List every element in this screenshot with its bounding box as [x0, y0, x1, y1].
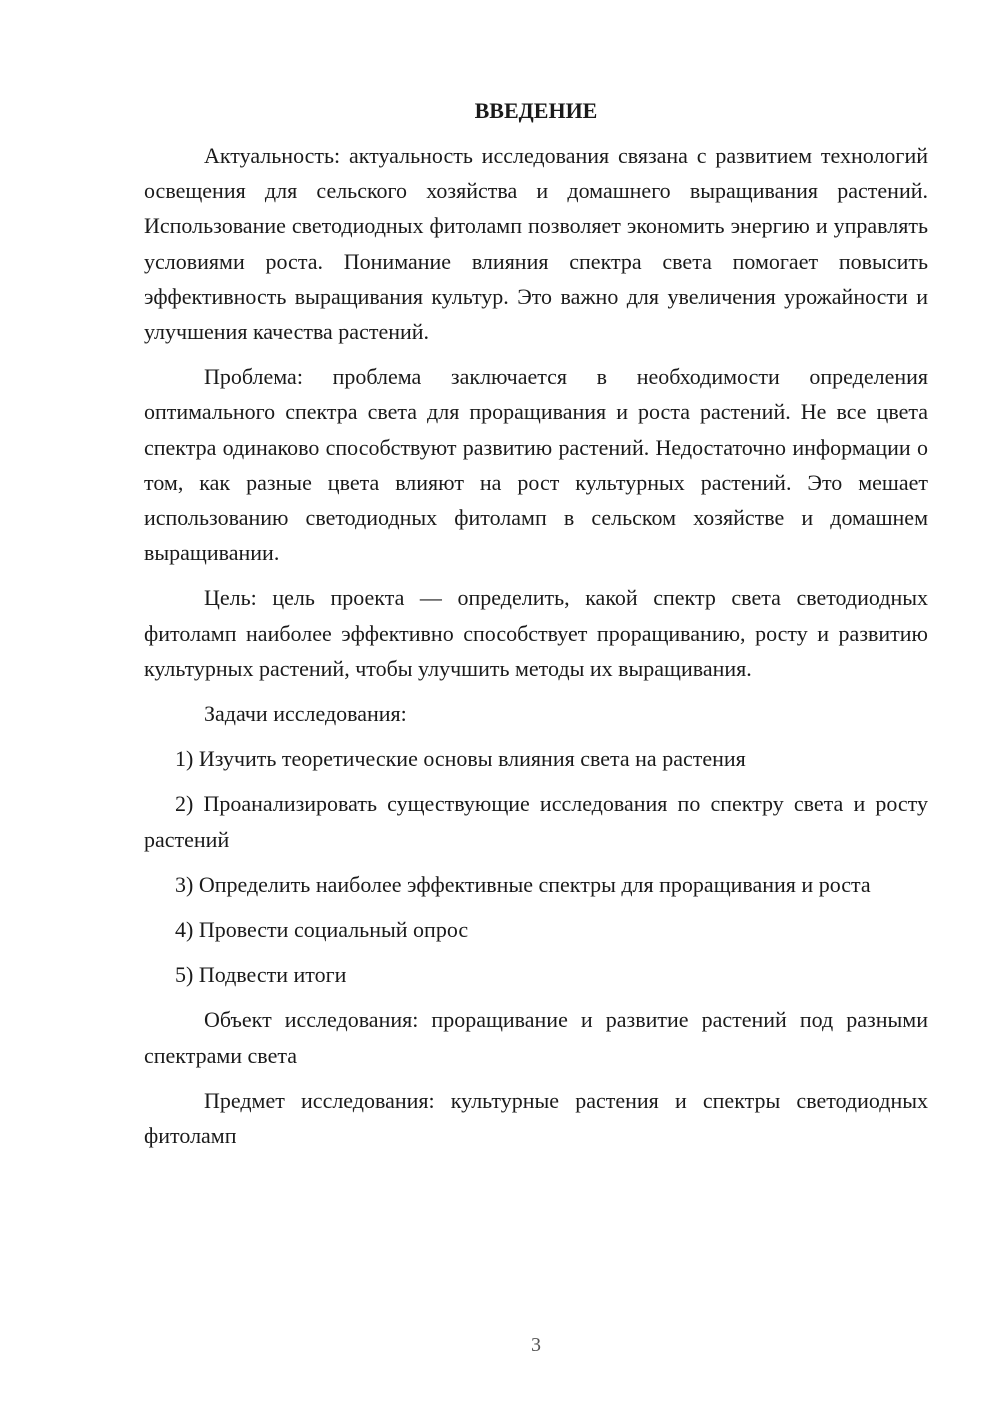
document-page	[144, 96, 928, 1163]
goal-paragraph: Цель: цель проекта — определить, какой спектр света светодиодных фитоламп наиболее эффективно способствует проращиванию, росту и развитию культурных растений, чтобы улучшить методы их выращивания.	[144, 585, 928, 681]
problem-paragraph: Проблема: проблема заключается в необходимости определения оптимального спектра света для проращивания и роста растений. Не все цвета спектра одинаково способствуют развитию растений. Недостаточно информации о том, как разные цвета влияют на рост культурных растений. Это мешает использованию светодиодных фитоламп в сельском хозяйстве и домашнем выращивании.	[144, 364, 928, 566]
task-item-4: 4) Провести социальный опрос	[175, 917, 469, 943]
object-paragraph: Объект исследования: проращивание и развитие растений под разными спектрами света	[144, 1007, 928, 1068]
task-item-3: 3) Определить наиболее эффективные спектры для проращивания и роста	[175, 871, 871, 897]
subject-paragraph: Предмет исследования: культурные растения и спектры светодиодных фитоламп	[144, 1087, 928, 1149]
tasks-heading: Задачи исследования:	[204, 701, 407, 727]
relevance-paragraph: Актуальность: актуальность исследования связана с развитием технологий освещения для сельского хозяйства и домашнего выращивания растений. Использование светодиодных фитоламп позволяет экономить энергию и управлять условиями роста. Понимание влияния спектра света помогает повысить эффективность выращивания культур. Это важно для увеличения урожайности и улучшения качества растений.	[144, 143, 928, 345]
page-title: ВВЕДЕНИЕ	[474, 98, 598, 123]
task-item-5: 5) Подвести итоги	[175, 962, 347, 988]
task-item-2: 2) Проанализировать существующие исследования по спектру света и росту растений	[144, 791, 928, 852]
page-number: 3	[531, 1334, 541, 1356]
task-item-1: 1) Изучить теоретические основы влияния света на растения	[175, 746, 746, 772]
